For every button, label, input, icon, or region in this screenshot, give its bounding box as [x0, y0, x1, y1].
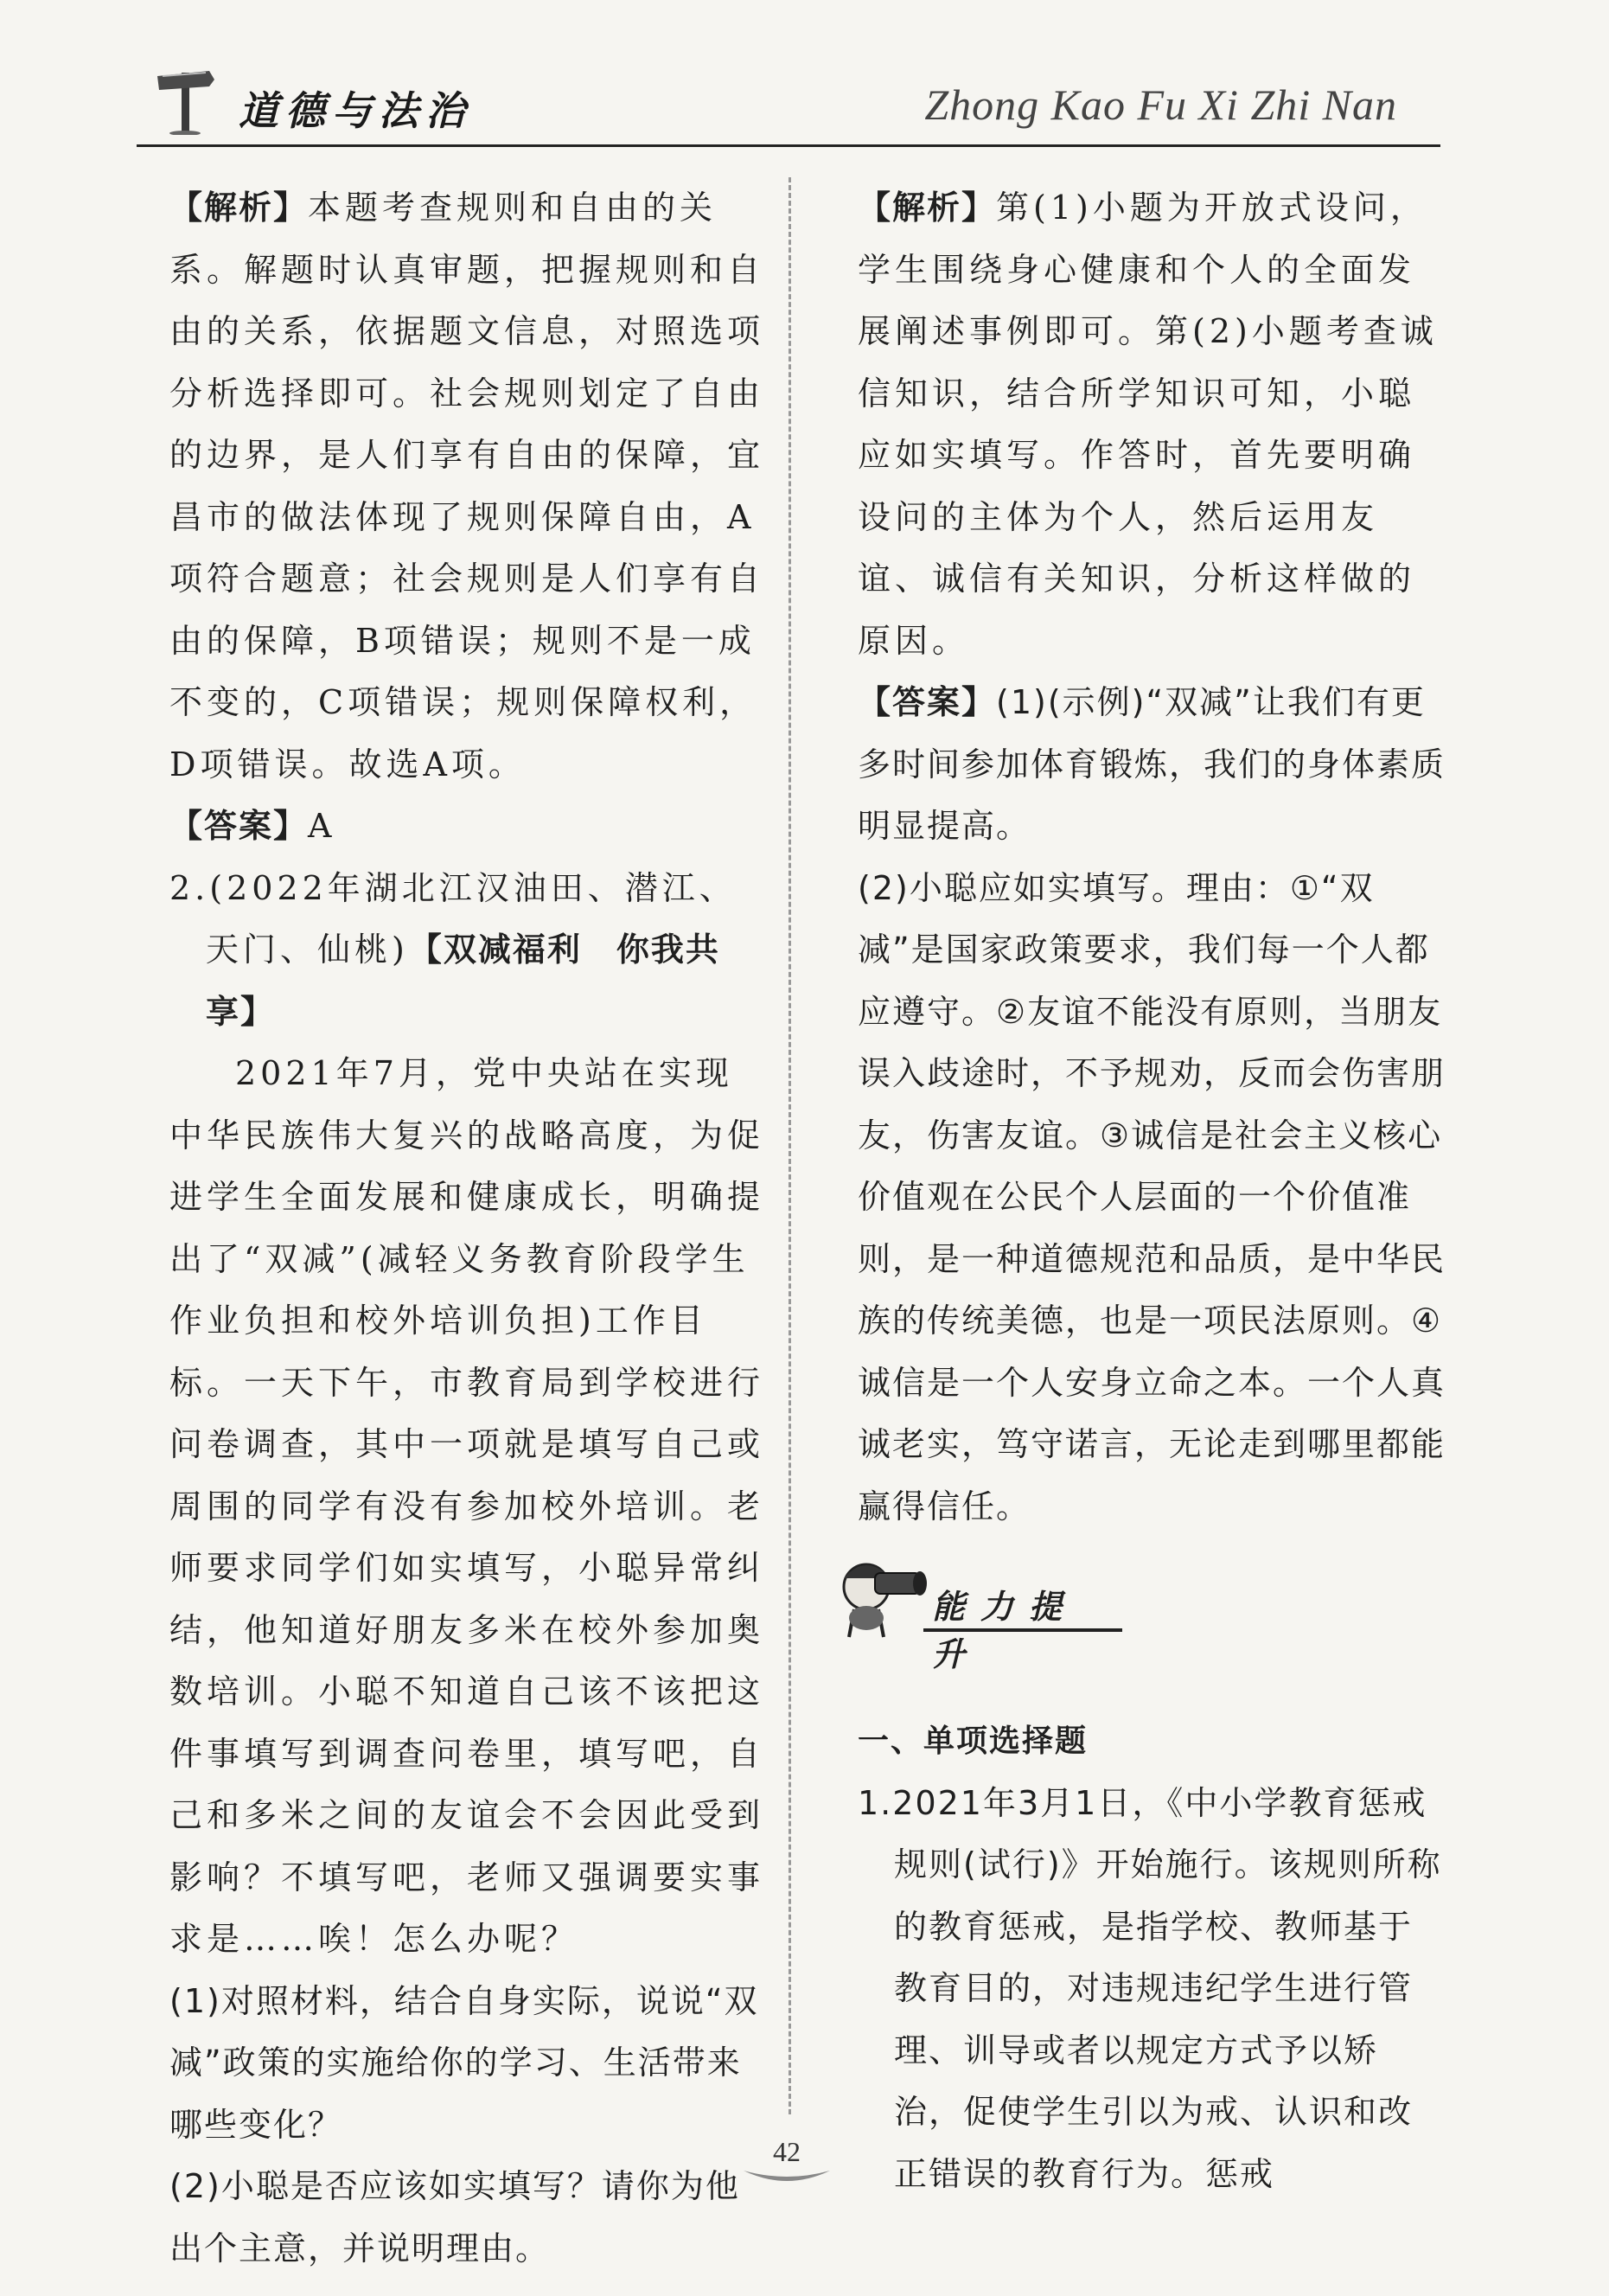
ability-underline [923, 1628, 1122, 1632]
analysis-paragraph [858, 177, 1446, 672]
right-column [858, 177, 1446, 2205]
question-source: (2022年湖北江汉油田、潜江、天门、仙桃) [206, 868, 737, 969]
page-number-swoosh [739, 2155, 834, 2190]
answer-paragraph [169, 796, 766, 858]
answer-tag: 【答案】 [169, 807, 309, 845]
question-number: 2. [169, 868, 210, 907]
answer-text: A [308, 807, 336, 845]
analysis-text: 第(1)小题为开放式设问，学生围绕身心健康和个人的全面发展阐述事例即可。第(2)小题考查诚信知识，结合所学知识可知，小聪应如实填写。作答时，首先要明确设问的主体为个人，然后运用友谊、诚信有关知识，分析这样做的原因。 [858, 189, 1438, 660]
analysis-tag: 【解析】 [858, 189, 997, 227]
analysis-text: 本题考查规则和自由的关系。解题时认真审题，把握规则和自由的关系，依据题文信息，对照选项分析选择即可。社会规则划定了自由的边界，是人们享有自由的保障，宜昌市的做法体现了规则保障自由，A项符合题意；社会规则是人们享有自由的保障，B项错误；规则不是一成不变的，C项错误；规则保障权利，D项错误。故选A项。 [169, 189, 765, 783]
question-text: 2021年3月1日，《中小学教育惩戒规则(试行)》开始施行。该规则所称的教育惩戒，是指学校、教师基于教育目的，对违规违纪学生进行管理、训导或者以规定方式予以矫治，促使学生引以为戒、认识和改正错误的教育行为。惩戒 [892, 1783, 1442, 2193]
question-2-header [133, 858, 766, 1044]
ability-label: 能力提升 [932, 1588, 1078, 1673]
mascot-telescope-icon [830, 1544, 934, 1643]
sub-question-1: (1)对照材料，结合自身实际，说说“双减”政策的实施给你的学习、生活带来哪些变化？ [169, 1981, 759, 2144]
left-column [169, 177, 766, 2280]
page-number: 42 [773, 2136, 801, 2167]
answer-paragraph [858, 672, 1446, 858]
question-1 [821, 1773, 1446, 2206]
question-heading: 【双减福利 你我共享】 [206, 931, 720, 1031]
answer-tag: 【答案】 [858, 683, 997, 721]
signpost-icon [156, 64, 216, 135]
question-material: 2021年7月，党中央站在实现中华民族伟大复兴的战略高度，为促进学生全面发展和健康成长，明确提出了“双减”(减轻义务教育阶段学生作业负担和校外培训负担)工作目标。一天下午，市教育局到学校进行问卷调查，其中一项就是填写自己或周围的同学有没有参加校外培训。老师要求同学们如实填写，小聪异常纠结，他知道好朋友多米在校外参加奥数培训。小聪不知道自己该不该把这件事填写到调查问卷里，填写吧，自己和多米之间的友谊会不会因此受到影响？不填写吧，老师又强调要实事求是……唉！怎么办呢？ [169, 1054, 765, 1958]
header-rule [137, 144, 1440, 147]
section-title: 一、单项选择题 [858, 1724, 1089, 1759]
answer-2-text: (2)小聪应如实填写。理由：①“双减”是国家政策要求，我们每一个人都应遵守。②友谊不能没有原则，当朋友误入歧途时，不予规劝，反而会伤害朋友，伤害友谊。③诚信是社会主义核心价值观在公民个人层面的一个价值准则，是一种道德规范和品质，是中华民族的传统美德，也是一项民法原则。④诚信是一个人安身立命之本。一个人真诚老实，笃守诺言，无论走到哪里都能赢得信任。 [858, 868, 1446, 1525]
sub-question-2: (2)小聪是否应该如实填写？请你为他出个主意，并说明理由。 [169, 2167, 740, 2267]
book-title-pinyin: Zhong Kao Fu Xi Zhi Nan [924, 80, 1397, 129]
subject-title: 道德与法治 [239, 87, 472, 134]
ability-banner [830, 1544, 1124, 1673]
analysis-paragraph [169, 177, 766, 796]
column-divider [789, 177, 791, 2114]
analysis-tag: 【解析】 [169, 189, 309, 227]
question-number: 1. [858, 1783, 893, 1822]
page-header [137, 61, 1440, 147]
answer-1-text: (1)(示例)“双减”让我们有更多时间参加体育锻炼，我们的身体素质明显提高。 [858, 683, 1446, 845]
